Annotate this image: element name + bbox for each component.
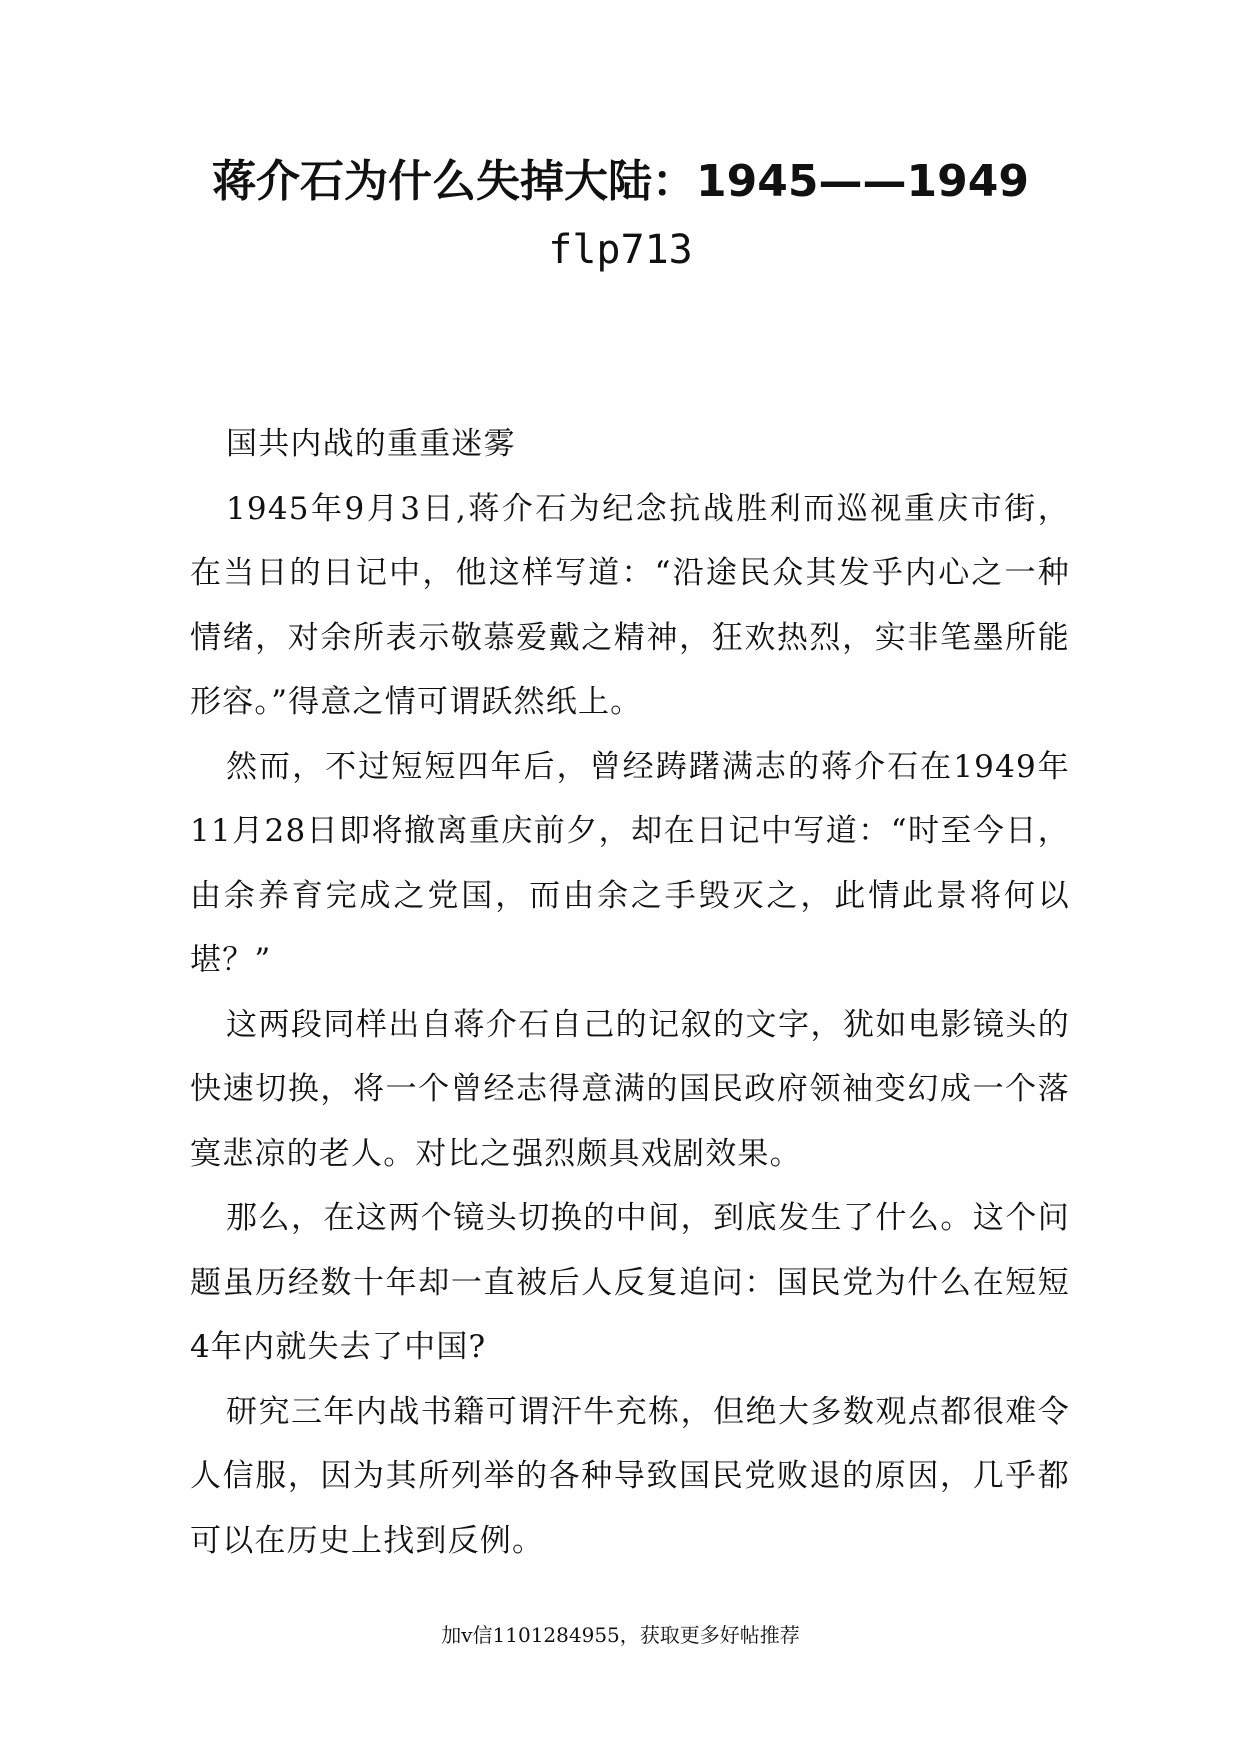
paragraph: 研究三年内战书籍可谓汗牛充栋，但绝大多数观点都很难令人信服，因为其所列举的各种导致国民党败退的原因，几乎都可以在历史上找到反例。 [190, 1393, 1070, 1559]
paragraph: 那么，在这两个镜头切换的中间，到底发生了什么。这个问题虽历经数十年却一直被后人反复追问：国民党为什么在短短4年内就失去了中国? [190, 1200, 1070, 1365]
paragraph-heading: 国共内战的重重迷雾 [226, 426, 516, 462]
document-body [190, 412, 1070, 1573]
paragraph: 1945年9月3日,蒋介石为纪念抗战胜利而巡视重庆市街，在当日的日记中，他这样写道：“沿途民众其发乎内心之一种情绪，对余所表示敬慕爱戴之精神，狂欢热烈，实非笔墨所能形容。”得意之情可谓跃然纸上。 [190, 490, 1070, 720]
paragraph: 这两段同样出自蒋介石自己的记叙的文字，犹如电影镜头的快速切换，将一个曾经志得意满的国民政府领袖变幻成一个落寞悲凉的老人。对比之强烈颇具戏剧效果。 [190, 1006, 1070, 1172]
document-author: flp713 [548, 227, 693, 273]
paragraph: 然而，不过短短四年后，曾经踌躇满志的蒋介石在1949年11月28日即将撤离重庆前夕，却在日记中写道：“时至今日，由余养育完成之党国，而由余之手毁灭之，此情此景将何以堪？” [190, 748, 1070, 978]
page-footer: 加v信1101284955，获取更多好帖推荐 [441, 1623, 800, 1647]
document-title: 蒋介石为什么失掉大陆：1945——1949 [212, 156, 1029, 207]
